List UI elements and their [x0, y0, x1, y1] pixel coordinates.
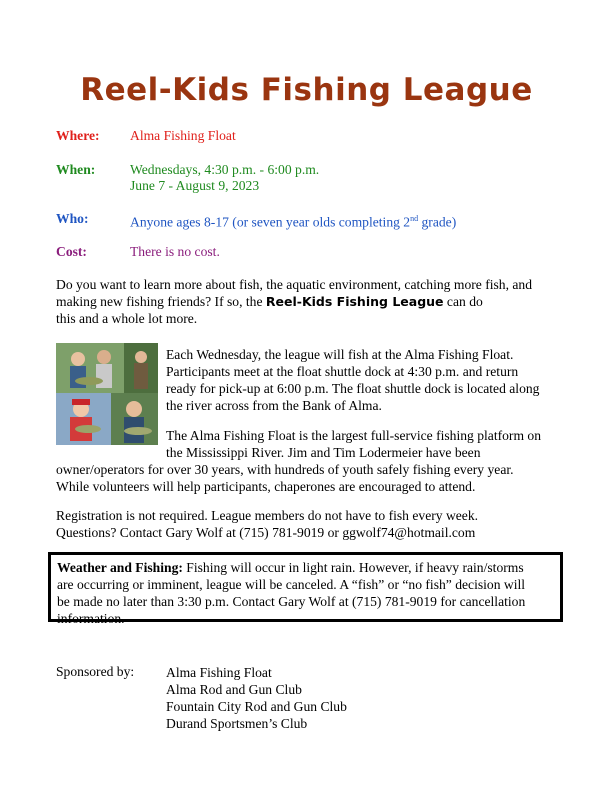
when-line1: Wednesdays, 4:30 p.m. - 6:00 p.m. [130, 162, 320, 177]
who-value: Anyone ages 8-17 (or seven year olds completing 2nd grade) [130, 214, 457, 230]
schedule-line: ready for pick-up at 6:00 p.m. The float shuttle dock is located along [166, 381, 540, 396]
sponsor-item: Alma Rod and Gun Club [166, 682, 302, 697]
intro-paragraph [56, 276, 561, 327]
sponsors-label: Sponsored by: [56, 664, 135, 679]
intro-line: Do you want to learn more about fish, the aquatic environment, catching more fish, and [56, 277, 533, 292]
registration-line: Registration is not required. League members do not have to fish every week. [56, 508, 479, 523]
when-line2: June 7 - August 9, 2023 [130, 178, 260, 193]
cost-label: Cost: [56, 244, 87, 259]
schedule-line: Each Wednesday, the league will fish at the Alma Fishing Float. [166, 347, 514, 362]
notice-line: Weather and Fishing: Fishing will occur in light rain. However, if heavy rain/storms [57, 560, 524, 575]
notice-line: be made no later than 3:30 p.m. Contact Gary Wolf at (715) 781-9019 for cancellation [57, 594, 526, 609]
schedule-line: Participants meet at the float shuttle dock at 4:30 p.m. and return [166, 364, 519, 379]
where-value: Alma Fishing Float [130, 128, 236, 143]
float-line: the Mississippi River. Jim and Tim Lodermeier have been [166, 445, 481, 460]
brand-name: Reel-Kids Fishing League [265, 294, 444, 309]
sponsor-item: Alma Fishing Float [166, 665, 272, 680]
float-line: While volunteers will help participants, chaperones are encouraged to attend. [56, 479, 476, 494]
cost-value: There is no cost. [130, 244, 220, 259]
ordinal-suffix: nd [410, 214, 419, 223]
who-label: Who: [56, 211, 89, 226]
notice-heading: Weather and Fishing: [57, 560, 183, 575]
schedule-line: the river across from the Bank of Alma. [166, 398, 382, 413]
float-line: owner/operators for over 30 years, with hundreds of youth safely fishing every year. [56, 462, 514, 477]
intro-line: this and a whole lot more. [56, 311, 198, 326]
page-title: Reel-Kids Fishing League [80, 72, 533, 108]
notice-line: are occurring or imminent, league will be canceled. A “fish” or “no fish” decision will [57, 577, 526, 592]
sponsor-item: Durand Sportsmen’s Club [166, 716, 308, 731]
registration-line: Questions? Contact Gary Wolf at (715) 781-9019 or ggwolf74@hotmail.com [56, 525, 476, 540]
kids-fishing-photo [56, 343, 158, 445]
intro-line: making new fishing friends? If so, the Reel-Kids Fishing League can do [56, 294, 483, 309]
where-label: Where: [56, 128, 100, 143]
sponsor-item: Fountain City Rod and Gun Club [166, 699, 347, 714]
weather-notice-box [48, 552, 563, 626]
when-label: When: [56, 162, 96, 177]
sponsors-list [166, 664, 347, 732]
float-line: The Alma Fishing Float is the largest full-service fishing platform on [166, 428, 542, 443]
notice-line: information. [57, 611, 125, 626]
